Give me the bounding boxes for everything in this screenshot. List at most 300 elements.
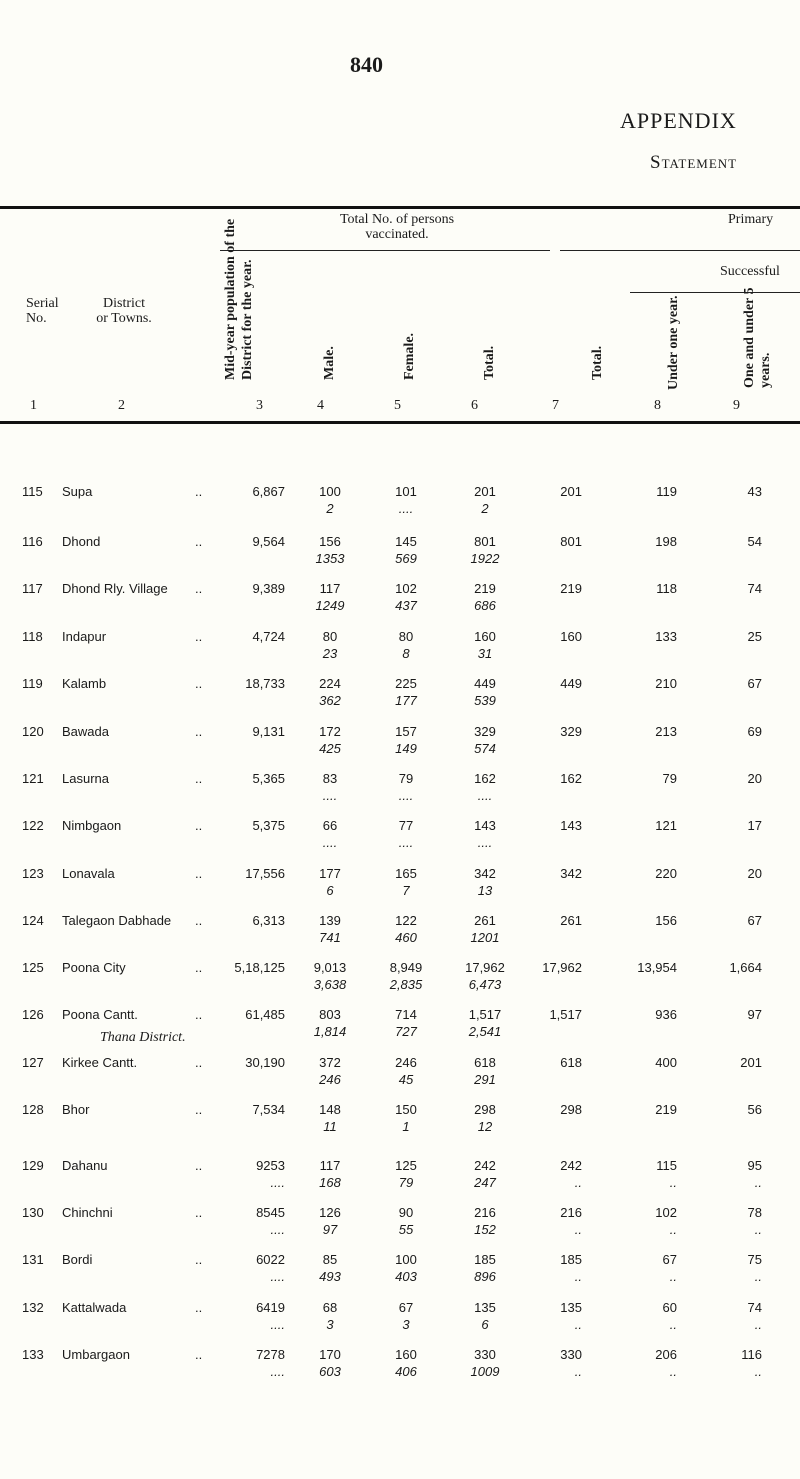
- cell-u52: ..: [754, 1364, 762, 1379]
- cell-male: 80: [322, 629, 338, 644]
- cell-total: 216: [474, 1205, 496, 1220]
- cell-no: 131: [22, 1252, 44, 1267]
- cell-female: 90: [398, 1205, 414, 1220]
- table-row: [0, 534, 800, 584]
- cell-pop: 9,131: [252, 724, 285, 739]
- cell-pop: 30,190: [245, 1055, 285, 1070]
- cell-male: 139: [319, 913, 341, 928]
- cell-dots: ..: [195, 724, 203, 739]
- cell-st: 801: [560, 534, 582, 549]
- cell-no: 117: [22, 581, 43, 596]
- cell-name: Poona Cantt.: [62, 1007, 138, 1022]
- cell-total2: 574: [474, 741, 496, 756]
- cell-total2: 896: [474, 1269, 496, 1284]
- cell-male2: 3,638: [313, 977, 347, 992]
- table-row: [0, 818, 800, 868]
- cell-female2: 403: [395, 1269, 417, 1284]
- cell-female: 150: [395, 1102, 417, 1117]
- cell-pop: 5,375: [252, 818, 285, 833]
- cell-no: 123: [22, 866, 44, 881]
- cell-pop: 17,556: [245, 866, 285, 881]
- cell-u5: 54: [747, 534, 762, 549]
- cell-female2: ....: [398, 501, 414, 516]
- cell-total: 242: [474, 1158, 496, 1173]
- table-row: [0, 1102, 800, 1152]
- cell-total2: 2,541: [468, 1024, 502, 1039]
- cell-total2: 686: [474, 598, 496, 613]
- cell-dots: ..: [195, 1007, 203, 1022]
- cell-st: 261: [560, 913, 582, 928]
- total-vaccinated-header: Total No. of persons vaccinated.: [339, 212, 455, 242]
- cell-dots: ..: [195, 581, 203, 596]
- cell-pop: 9,389: [252, 581, 285, 596]
- table-row: [0, 960, 800, 1010]
- cell-name: Bhor: [62, 1102, 90, 1117]
- cell-st: 329: [560, 724, 582, 739]
- cell-st: 330: [560, 1347, 582, 1362]
- cell-u5: 95: [747, 1158, 762, 1173]
- cell-male: 170: [319, 1347, 341, 1362]
- cell-st: 342: [560, 866, 582, 881]
- cell-pop: 7278: [256, 1347, 285, 1362]
- cell-no: 119: [22, 676, 43, 691]
- cell-u1: 121: [655, 818, 677, 833]
- cell-st2: ..: [574, 1364, 582, 1379]
- cell-female: 102: [395, 581, 417, 596]
- cell-u1: 79: [662, 771, 677, 786]
- cell-dots: ..: [195, 1252, 203, 1267]
- cell-dots: ..: [195, 484, 203, 499]
- cell-u1: 206: [655, 1347, 677, 1362]
- table-row: [0, 1055, 800, 1105]
- cell-st: 135: [560, 1300, 582, 1315]
- cell-male: 372: [319, 1055, 341, 1070]
- table-row: [0, 1205, 800, 1255]
- column-number: 5: [394, 398, 401, 413]
- table-row: [0, 676, 800, 726]
- cell-u12: ..: [669, 1269, 677, 1284]
- cell-pop: 9253: [256, 1158, 285, 1173]
- cell-male: 148: [319, 1102, 341, 1117]
- cell-male2: 2: [326, 501, 334, 516]
- cell-dots: ..: [195, 1205, 203, 1220]
- cell-pop: 6,867: [252, 484, 285, 499]
- cell-dots: ..: [195, 1055, 203, 1070]
- cell-pop: 5,18,125: [234, 960, 285, 975]
- cell-no: 120: [22, 724, 44, 739]
- cell-pop2: ....: [270, 1317, 285, 1332]
- cell-male: 126: [319, 1205, 341, 1220]
- cell-total: 17,962: [465, 960, 505, 975]
- cell-pop: 4,724: [252, 629, 285, 644]
- cell-u1: 102: [655, 1205, 677, 1220]
- cell-no: 133: [22, 1347, 44, 1362]
- cell-st: 17,962: [542, 960, 582, 975]
- successful-total-header: Total.: [590, 345, 605, 380]
- cell-u1: 13,954: [637, 960, 677, 975]
- cell-total: 298: [474, 1102, 496, 1117]
- cell-name: Dhond Rly. Village: [62, 581, 168, 596]
- cell-total2: ....: [477, 835, 493, 850]
- cell-female: 77: [398, 818, 414, 833]
- cell-no: 128: [22, 1102, 44, 1117]
- cell-male: 9,013: [313, 960, 347, 975]
- cell-female2: 7: [402, 883, 410, 898]
- cell-u5: 116: [741, 1347, 762, 1362]
- cell-female2: 406: [395, 1364, 417, 1379]
- cell-dots: ..: [195, 771, 203, 786]
- cell-u1: 210: [655, 676, 677, 691]
- cell-male: 117: [319, 1158, 341, 1173]
- cell-total: 185: [474, 1252, 496, 1267]
- cell-male2: 425: [319, 741, 341, 756]
- cell-u52: ..: [754, 1317, 762, 1332]
- cell-total: 342: [474, 866, 496, 881]
- cell-st: 242: [560, 1158, 582, 1173]
- cell-no: 129: [22, 1158, 44, 1173]
- cell-u5: 78: [747, 1205, 762, 1220]
- cell-female: 125: [395, 1158, 417, 1173]
- column-number: 4: [317, 398, 324, 413]
- primary-rule: [560, 250, 800, 251]
- cell-female: 100: [395, 1252, 417, 1267]
- section-thana-district: Thana District.: [100, 1030, 186, 1045]
- cell-dots: ..: [195, 866, 203, 881]
- cell-u1: 119: [656, 484, 677, 499]
- cell-female2: 149: [395, 741, 417, 756]
- cell-st: 216: [560, 1205, 582, 1220]
- cell-no: 121: [22, 771, 44, 786]
- cell-u5: 74: [747, 1300, 762, 1315]
- population-header: Mid-year population of the District for the year.: [223, 218, 255, 380]
- cell-u5: 1,664: [729, 960, 762, 975]
- cell-total: 330: [474, 1347, 496, 1362]
- cell-male2: 603: [319, 1364, 341, 1379]
- cell-name: Supa: [62, 484, 93, 499]
- cell-st: 160: [560, 629, 582, 644]
- cell-u1: 60: [662, 1300, 677, 1315]
- cell-u52: ..: [754, 1175, 762, 1190]
- cell-male2: ....: [322, 835, 338, 850]
- cell-no: 132: [22, 1300, 44, 1315]
- cell-female2: 437: [395, 598, 417, 613]
- cell-st: 201: [560, 484, 582, 499]
- cell-st2: ..: [574, 1317, 582, 1332]
- cell-female2: 1: [402, 1119, 410, 1134]
- cell-u12: ..: [669, 1364, 677, 1379]
- cell-name: Umbargaon: [62, 1347, 130, 1362]
- cell-female: 67: [398, 1300, 414, 1315]
- cell-total2: 6: [481, 1317, 489, 1332]
- cell-male: 172: [319, 724, 341, 739]
- table-row: [0, 771, 800, 821]
- cell-u5: 74: [747, 581, 762, 596]
- cell-u5: 20: [747, 771, 762, 786]
- cell-total: 143: [474, 818, 496, 833]
- appendix-title: APPENDIX: [620, 108, 737, 133]
- table-row: [0, 724, 800, 774]
- cell-male2: 3: [326, 1317, 334, 1332]
- cell-male: 83: [322, 771, 338, 786]
- table-row: [0, 866, 800, 916]
- cell-u5: 69: [747, 724, 762, 739]
- cell-u12: ..: [669, 1317, 677, 1332]
- column-number: 6: [471, 398, 478, 413]
- cell-u52: ..: [754, 1269, 762, 1284]
- cell-no: 116: [22, 534, 43, 549]
- cell-st: 185: [560, 1252, 582, 1267]
- table-row: [0, 629, 800, 679]
- cell-male2: 11: [323, 1119, 337, 1134]
- cell-male: 117: [319, 581, 341, 596]
- cell-st: 449: [560, 676, 582, 691]
- cell-no: 115: [22, 484, 43, 499]
- cell-pop: 6419: [256, 1300, 285, 1315]
- column-number: 8: [654, 398, 661, 413]
- cell-name: Dhond: [62, 534, 101, 549]
- cell-male2: 168: [319, 1175, 341, 1190]
- cell-u5: 67: [747, 913, 762, 928]
- cell-st: 219: [560, 581, 582, 596]
- cell-total: 449: [474, 676, 496, 691]
- cell-u1: 213: [655, 724, 677, 739]
- cell-female2: 2,835: [389, 977, 423, 992]
- cell-name: Dahanu: [62, 1158, 108, 1173]
- cell-pop: 18,733: [245, 676, 285, 691]
- cell-female2: 460: [395, 930, 417, 945]
- cell-male2: 1353: [315, 551, 345, 566]
- cell-total2: 291: [474, 1072, 496, 1087]
- cell-u1: 219: [655, 1102, 677, 1117]
- cell-total: 801: [474, 534, 496, 549]
- cell-u5: 20: [747, 866, 762, 881]
- page-number: 840: [350, 52, 383, 77]
- cell-female2: 55: [398, 1222, 414, 1237]
- cell-u5: 201: [740, 1055, 762, 1070]
- female-header: Female.: [402, 332, 417, 380]
- cell-total: 162: [474, 771, 496, 786]
- cell-pop: 5,365: [252, 771, 285, 786]
- cell-male: 177: [319, 866, 341, 881]
- cell-pop2: ....: [270, 1175, 285, 1190]
- vaccinated-rule: [220, 250, 550, 251]
- cell-name: Talegaon Dabhade: [62, 913, 172, 928]
- cell-st: 298: [560, 1102, 582, 1117]
- column-number: 2: [118, 398, 125, 413]
- cell-no: 118: [22, 629, 43, 644]
- cell-total2: ....: [477, 788, 493, 803]
- cell-st: 1,517: [549, 1007, 582, 1022]
- cell-name: Indapur: [62, 629, 107, 644]
- cell-total: 135: [474, 1300, 496, 1315]
- table-row: [0, 581, 800, 631]
- cell-name: Nimbgaon: [62, 818, 122, 833]
- header-bottom-rule: [0, 421, 800, 424]
- cell-female: 8,949: [389, 960, 423, 975]
- cell-pop2: ....: [270, 1222, 285, 1237]
- cell-total2: 152: [474, 1222, 496, 1237]
- cell-st2: ..: [574, 1269, 582, 1284]
- cell-pop: 7,534: [252, 1102, 285, 1117]
- cell-name: Bordi: [62, 1252, 93, 1267]
- cell-dots: ..: [195, 629, 203, 644]
- cell-dots: ..: [195, 1158, 203, 1173]
- cell-u1: 198: [655, 534, 677, 549]
- cell-male2: 362: [319, 693, 341, 708]
- cell-dots: ..: [195, 1347, 203, 1362]
- cell-name: Chinchni: [62, 1205, 113, 1220]
- column-number: 9: [733, 398, 740, 413]
- cell-dots: ..: [195, 1300, 203, 1315]
- cell-pop2: ....: [270, 1269, 285, 1284]
- cell-total: 201: [474, 484, 496, 499]
- cell-male2: ....: [322, 788, 338, 803]
- cell-pop: 61,485: [245, 1007, 285, 1022]
- cell-u5: 56: [747, 1102, 762, 1117]
- cell-total: 219: [474, 581, 496, 596]
- cell-u5: 43: [747, 484, 762, 499]
- district-header: District or Towns.: [96, 296, 152, 326]
- cell-u5: 75: [747, 1252, 762, 1267]
- cell-female: 246: [395, 1055, 417, 1070]
- cell-female: 165: [395, 866, 417, 881]
- cell-male2: 246: [319, 1072, 341, 1087]
- cell-pop: 8545: [256, 1205, 285, 1220]
- one-to-five-header: One and under 5 years.: [742, 287, 773, 388]
- column-number: 3: [256, 398, 263, 413]
- cell-female2: 8: [402, 646, 410, 661]
- cell-u12: ..: [669, 1175, 677, 1190]
- cell-total2: 6,473: [468, 977, 502, 992]
- cell-u1: 936: [655, 1007, 677, 1022]
- cell-no: 124: [22, 913, 44, 928]
- cell-dots: ..: [195, 534, 203, 549]
- cell-u5: 25: [747, 629, 762, 644]
- serial-header: Serial No.: [26, 296, 59, 326]
- cell-total: 329: [474, 724, 496, 739]
- cell-dots: ..: [195, 960, 203, 975]
- cell-total2: 1922: [470, 551, 500, 566]
- cell-total2: 13: [477, 883, 493, 898]
- cell-male2: 1,814: [313, 1024, 347, 1039]
- cell-female: 160: [395, 1347, 417, 1362]
- cell-dots: ..: [195, 913, 203, 928]
- table-row: [0, 1252, 800, 1302]
- cell-total2: 247: [474, 1175, 496, 1190]
- cell-st2: ..: [574, 1175, 582, 1190]
- cell-female2: 3: [402, 1317, 410, 1332]
- cell-female2: 727: [395, 1024, 417, 1039]
- cell-male: 156: [319, 534, 341, 549]
- cell-dots: ..: [195, 1102, 203, 1117]
- under-one-header: Under one year.: [666, 295, 681, 390]
- cell-pop: 6022: [256, 1252, 285, 1267]
- cell-male2: 493: [319, 1269, 341, 1284]
- cell-u1: 220: [655, 866, 677, 881]
- cell-female: 101: [395, 484, 417, 499]
- cell-female: 714: [395, 1007, 417, 1022]
- cell-female2: 45: [398, 1072, 414, 1087]
- cell-name: Lasurna: [62, 771, 109, 786]
- cell-u5: 97: [747, 1007, 762, 1022]
- cell-st2: ..: [574, 1222, 582, 1237]
- cell-total: 618: [474, 1055, 496, 1070]
- cell-male: 803: [319, 1007, 341, 1022]
- cell-female2: 177: [395, 693, 417, 708]
- cell-name: Bawada: [62, 724, 109, 739]
- male-header: Male.: [322, 346, 337, 380]
- total-header: Total.: [482, 345, 497, 380]
- table-row: [0, 1007, 800, 1057]
- cell-male: 224: [319, 676, 341, 691]
- cell-no: 122: [22, 818, 44, 833]
- cell-name: Lonavala: [62, 866, 115, 881]
- column-number: 7: [552, 398, 559, 413]
- successful-rule: [630, 292, 800, 293]
- cell-u5: 17: [747, 818, 762, 833]
- cell-name: Poona City: [62, 960, 126, 975]
- column-number: 1: [30, 398, 37, 413]
- statement-title: Statement: [650, 152, 738, 173]
- cell-total2: 31: [477, 646, 493, 661]
- table-row: [0, 1300, 800, 1350]
- cell-pop2: ....: [270, 1364, 285, 1379]
- cell-female: 145: [395, 534, 417, 549]
- cell-u5: 67: [747, 676, 762, 691]
- cell-total: 160: [474, 629, 496, 644]
- cell-name: Kalamb: [62, 676, 107, 691]
- cell-total2: 1009: [470, 1364, 500, 1379]
- cell-total2: 2: [481, 501, 489, 516]
- cell-male: 68: [322, 1300, 338, 1315]
- cell-pop: 6,313: [252, 913, 285, 928]
- cell-male: 66: [322, 818, 338, 833]
- cell-female2: ....: [398, 835, 414, 850]
- cell-male2: 23: [322, 646, 338, 661]
- cell-male2: 97: [322, 1222, 338, 1237]
- cell-no: 126: [22, 1007, 44, 1022]
- table-row: [0, 1158, 800, 1208]
- cell-u1: 118: [656, 581, 677, 596]
- cell-female: 79: [398, 771, 414, 786]
- cell-dots: ..: [195, 818, 203, 833]
- cell-name: Kirkee Cantt.: [62, 1055, 138, 1070]
- table-row: [0, 913, 800, 963]
- cell-u1: 400: [655, 1055, 677, 1070]
- cell-total: 261: [474, 913, 496, 928]
- cell-no: 125: [22, 960, 44, 975]
- cell-name: Kattalwada: [62, 1300, 127, 1315]
- cell-total2: 539: [474, 693, 496, 708]
- top-rule: [0, 206, 800, 209]
- cell-male2: 1249: [315, 598, 345, 613]
- cell-male: 100: [319, 484, 341, 499]
- cell-female2: ....: [398, 788, 414, 803]
- cell-total2: 12: [477, 1119, 493, 1134]
- cell-u1: 115: [656, 1158, 677, 1173]
- cell-total: 1,517: [468, 1007, 502, 1022]
- cell-u1: 133: [655, 629, 677, 644]
- successful-header: Successful: [720, 264, 780, 279]
- cell-female: 80: [398, 629, 414, 644]
- cell-male: 85: [322, 1252, 338, 1267]
- cell-u1: 67: [662, 1252, 677, 1267]
- table-row: [0, 1347, 800, 1397]
- table-row: [0, 484, 800, 534]
- cell-st: 143: [560, 818, 582, 833]
- cell-pop: 9,564: [252, 534, 285, 549]
- cell-no: 127: [22, 1055, 44, 1070]
